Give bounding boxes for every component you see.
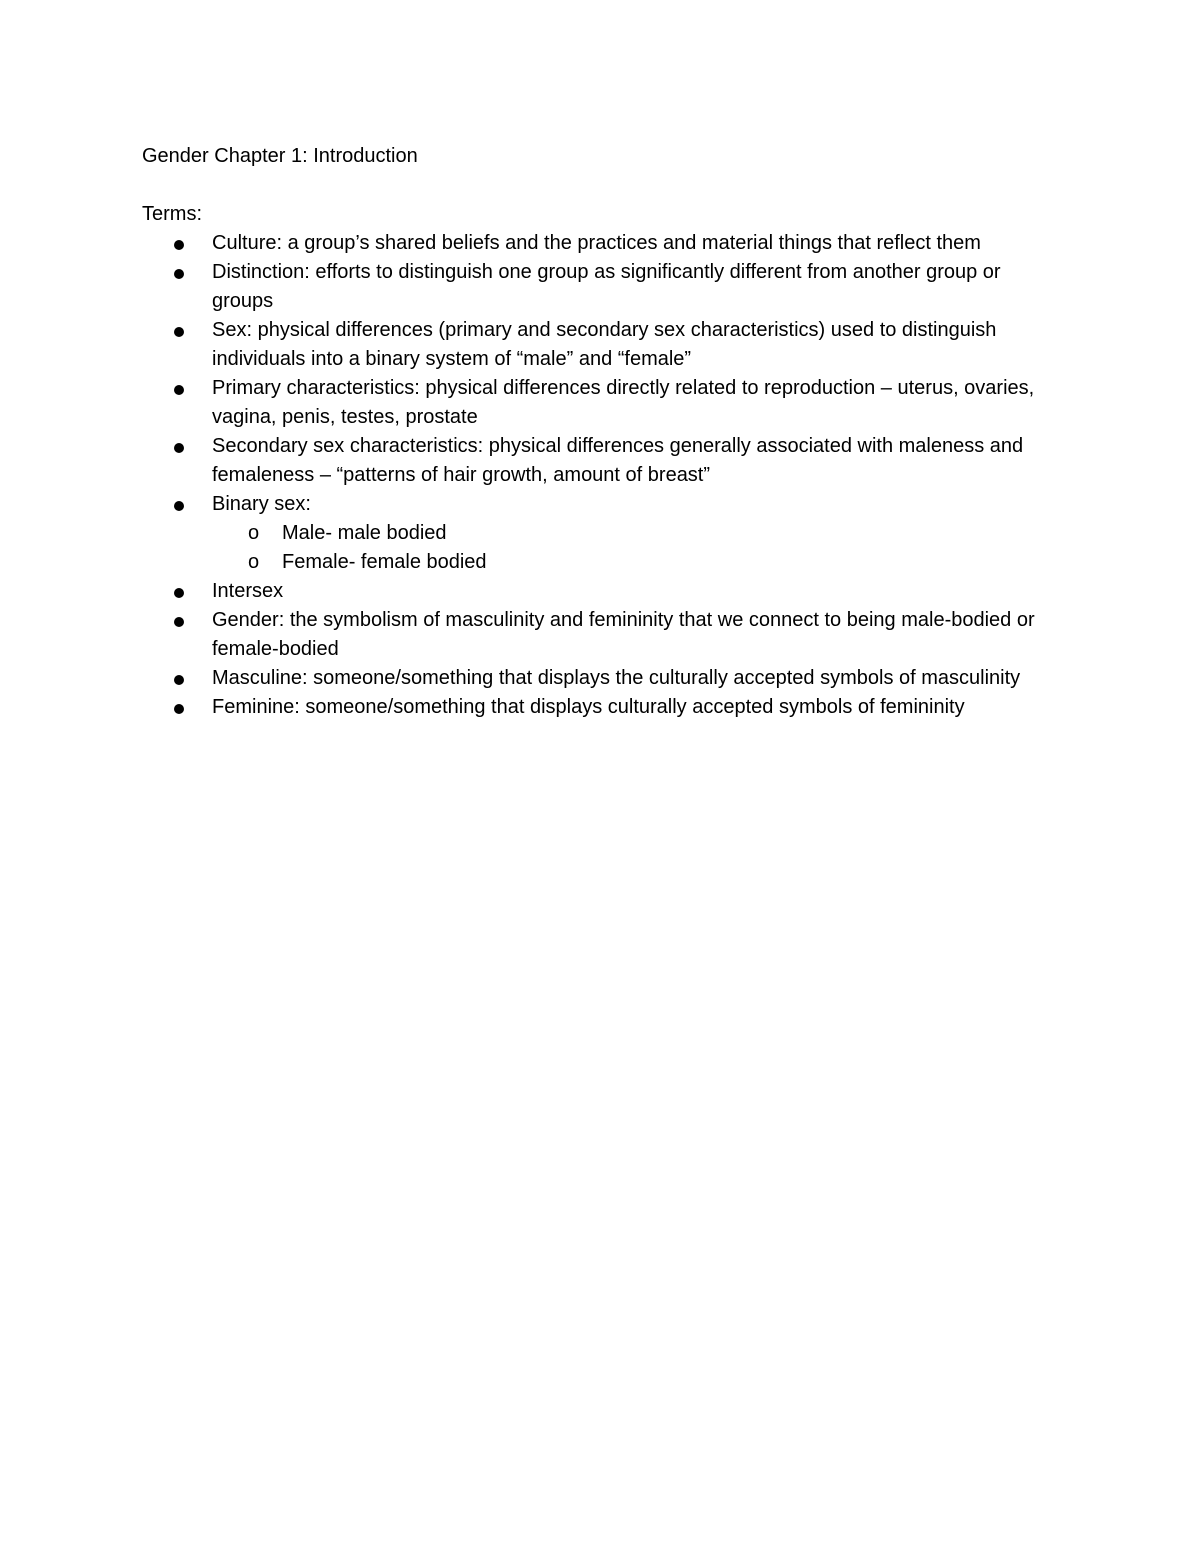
hollow-bullet-icon: o [248, 551, 260, 573]
term-item [142, 490, 1062, 577]
sub-item-text: Female- female bodied [282, 551, 487, 573]
term-text: Masculine: someone/something that displays the culturally accepted symbols of masculinity [212, 667, 1021, 689]
term-item [142, 316, 1062, 374]
sub-item-text: Male- male bodied [282, 522, 447, 544]
term-text: Sex: physical differences (primary and secondary sex characteristics) used to distinguish individuals into a binary system of “male” and “female” [212, 319, 997, 370]
bullet-icon [174, 617, 184, 627]
term-text: Gender: the symbolism of masculinity and femininity that we connect to being male-bodied or female-bodied [212, 609, 1035, 660]
bullet-icon [174, 385, 184, 395]
term-text: Primary characteristics: physical differences directly related to reproduction – uterus, ovaries, vagina, penis, testes, prostate [212, 377, 1035, 428]
bullet-icon [174, 269, 184, 279]
bullet-icon [174, 675, 184, 685]
sub-item [212, 519, 1062, 548]
term-text: Secondary sex characteristics: physical differences generally associated with maleness and femaleness – “patterns of hair growth, amount of breast” [212, 435, 1024, 486]
sub-item [212, 548, 1062, 577]
term-item [142, 432, 1062, 490]
term-text: Binary sex: [212, 493, 311, 515]
terms-list [142, 229, 1062, 722]
sub-list [212, 519, 1062, 577]
bullet-icon [174, 327, 184, 337]
bullet-icon [174, 240, 184, 250]
bullet-icon [174, 443, 184, 453]
term-item [142, 374, 1062, 432]
bullet-icon [174, 704, 184, 714]
document-title: Gender Chapter 1: Introduction [142, 145, 418, 167]
term-item [142, 258, 1062, 316]
term-text: Feminine: someone/something that displays culturally accepted symbols of femininity [212, 696, 965, 718]
term-item [142, 229, 1062, 258]
term-item [142, 664, 1062, 693]
bullet-icon [174, 501, 184, 511]
hollow-bullet-icon: o [248, 522, 260, 544]
term-item [142, 606, 1062, 664]
term-item [142, 693, 1062, 722]
terms-heading: Terms: [142, 203, 202, 225]
blank-line [142, 171, 1062, 200]
term-text: Distinction: efforts to distinguish one group as significantly different from another group or groups [212, 261, 1001, 312]
bullet-icon [174, 588, 184, 598]
term-text: Culture: a group’s shared beliefs and the practices and material things that reflect them [212, 232, 981, 254]
term-item [142, 577, 1062, 606]
document-body [142, 142, 1062, 722]
term-text: Intersex [212, 580, 284, 602]
